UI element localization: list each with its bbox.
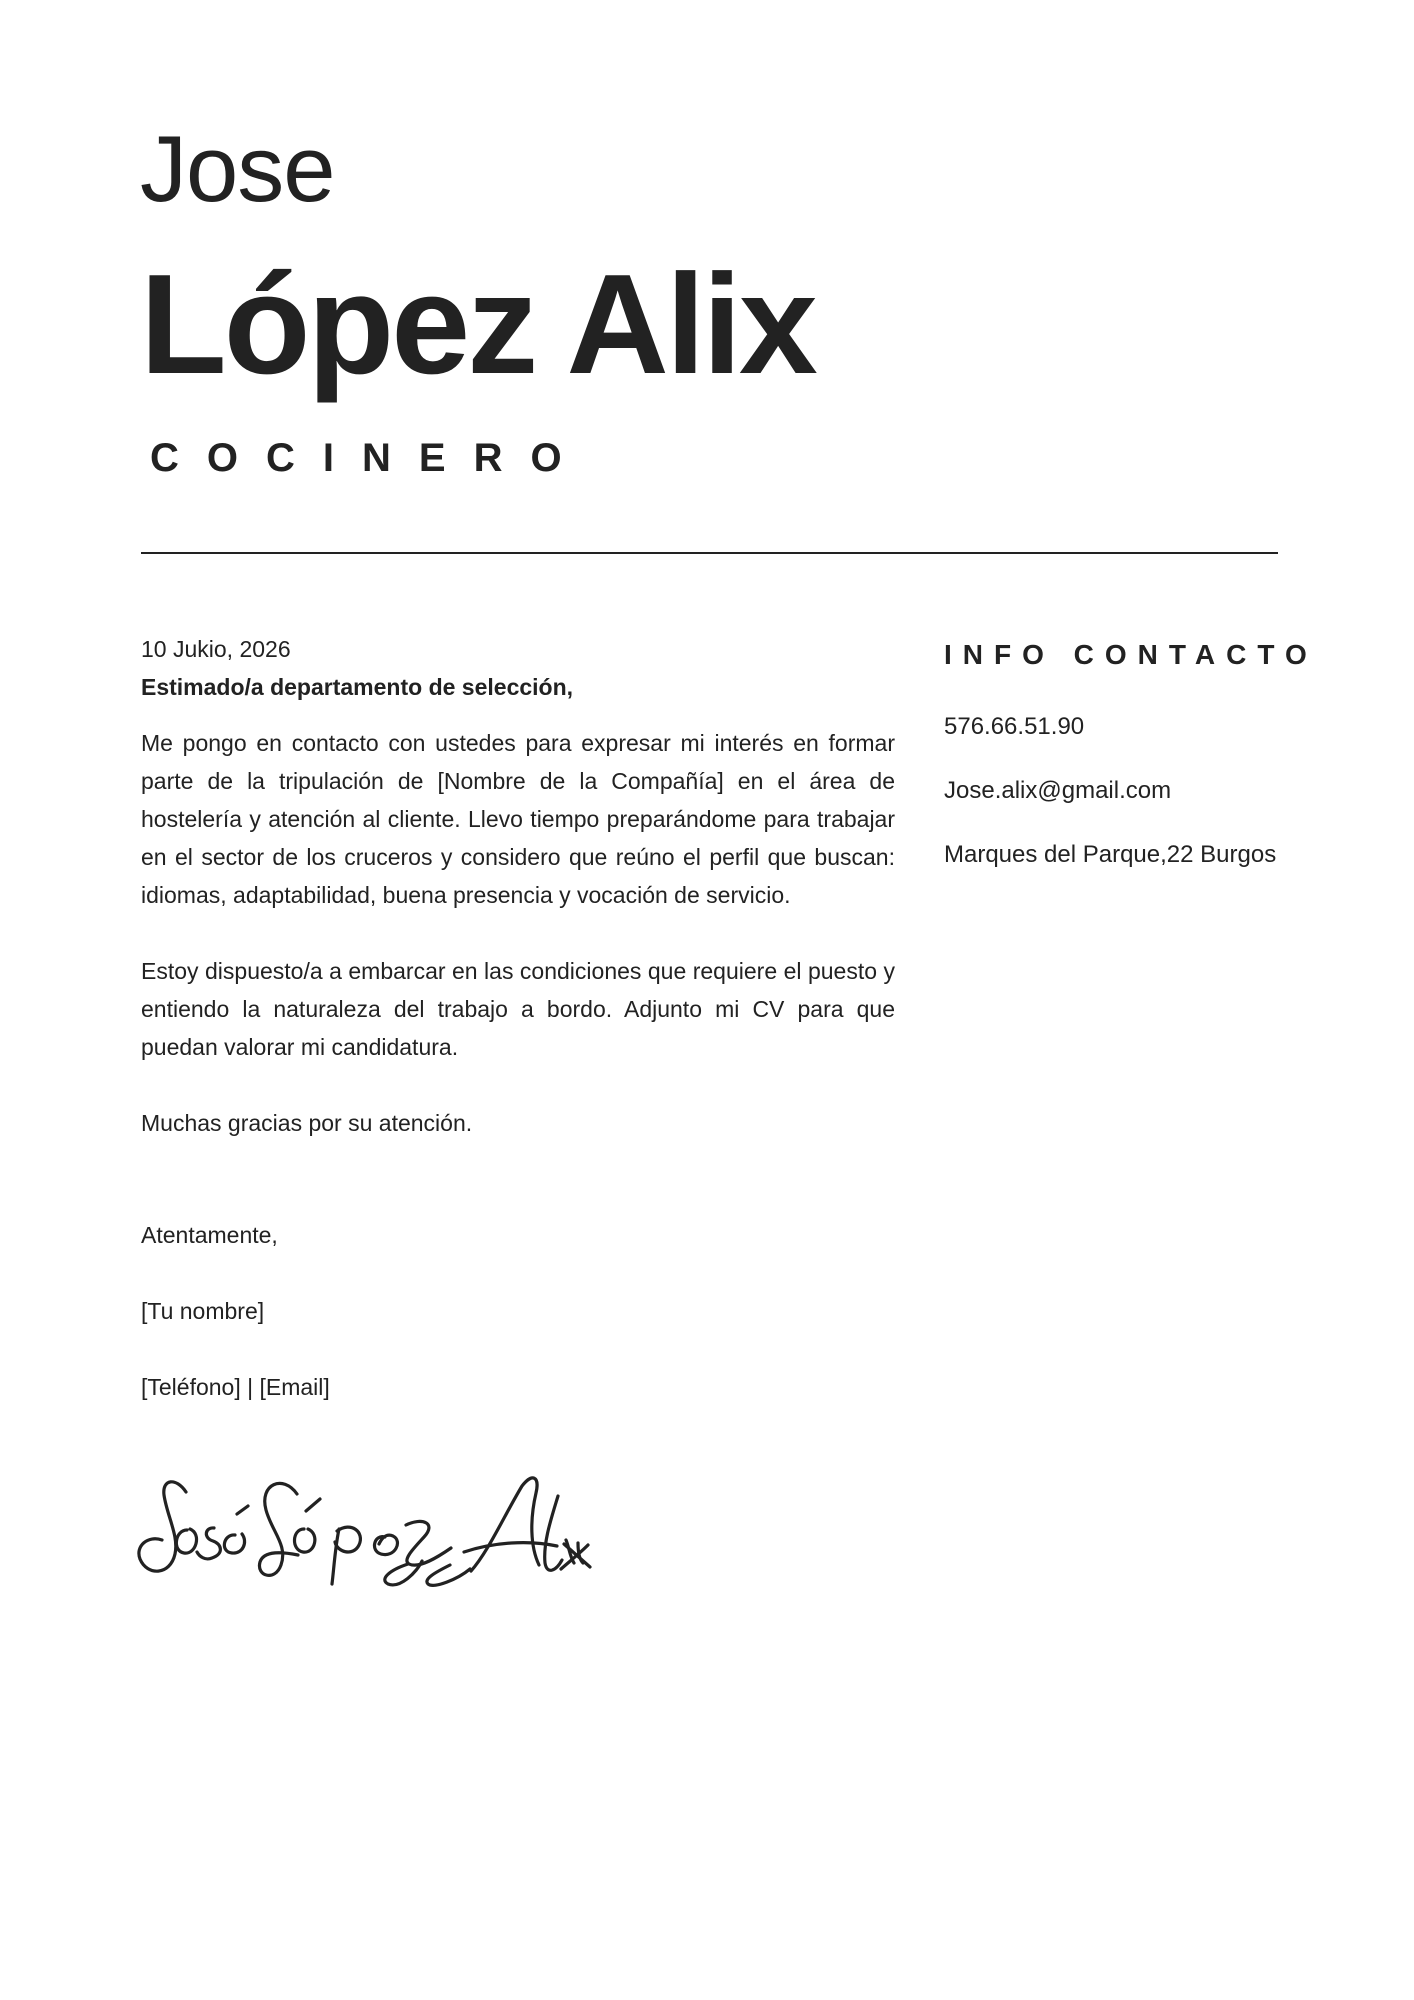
handwritten-signature — [132, 1468, 592, 1588]
contact-email: Jose.alix@gmail.com — [944, 777, 1172, 804]
contact-address: Marques del Parque,22 Burgos — [944, 841, 1277, 868]
contact-info-panel — [944, 636, 1364, 900]
job-title: COCINERO — [150, 436, 590, 480]
header-divider — [141, 552, 1278, 554]
last-name: López Alix — [140, 245, 815, 404]
letter-paragraph-1: Me pongo en contacto con ustedes para expresar mi interés en formar parte de la tripulación de [Nombre de la Compañía] en el área de hostelería y atención al cliente. Llevo tiempo preparándome para trabajar en el sector de los cruceros y considero que reúno el perfil que buscan: idiomas, adaptabilidad, buena presencia y vocación de servicio. — [141, 730, 895, 908]
letter-closing — [141, 1216, 895, 1406]
letter-body — [141, 630, 895, 1406]
letter-date: 10 Jukio, 2026 — [141, 636, 291, 662]
letter-paragraph-2: Estoy dispuesto/a a embarcar en las condiciones que requiere el puesto y entiendo la naturaleza del trabajo a bordo. Adjunto mi CV para que puedan valorar mi candidatura. — [141, 958, 895, 1060]
contact-phone: 576.66.51.90 — [944, 713, 1085, 740]
contact-section-title: INFO CONTACTO — [944, 639, 1318, 670]
letter-thanks: Muchas gracias por su atención. — [141, 1110, 473, 1136]
first-name: Jose — [140, 116, 335, 221]
name-placeholder: [Tu nombre] — [141, 1298, 265, 1324]
letter-greeting: Estimado/a departamento de selección, — [141, 674, 574, 700]
sign-off: Atentamente, — [141, 1222, 278, 1248]
contact-placeholder: [Teléfono] | [Email] — [141, 1374, 330, 1400]
